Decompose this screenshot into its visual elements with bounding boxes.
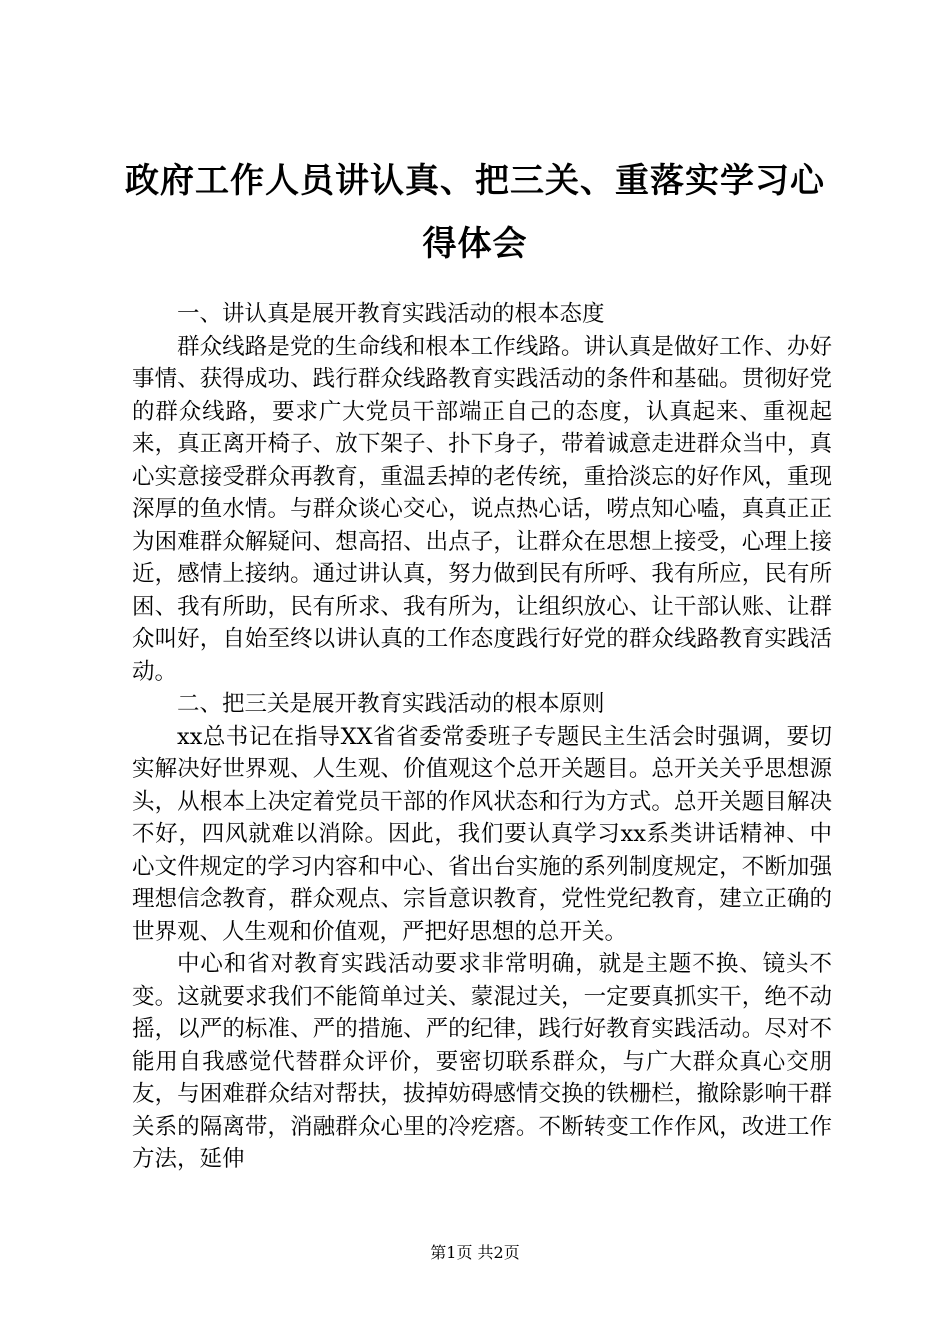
document-body	[132, 298, 832, 1176]
section-heading-2: 二、把三关是展开教育实践活动的根本原则	[177, 691, 605, 717]
section-heading-1: 一、讲认真是展开教育实践活动的根本态度	[177, 301, 605, 327]
page-footer: 第1页 共2页	[430, 1243, 520, 1262]
paragraph-2: xx总书记在指导XX省省委常委班子专题民主生活会时强调，要切实解决好世界观、人生观、价值观这个总开关题目。总开关关乎思想源头，从根本上决定着党员干部的作风状态和行为方式。总开关题目解决不好，四风就难以消除。因此，我们要认真学习xx系类讲话精神、中心文件规定的学习内容和中心、省出台实施的系列制度规定，不断加强理想信念教育，群众观点、宗旨意识教育，党性党纪教育，建立正确的世界观、人生观和价值观，严把好思想的总开关。	[132, 723, 832, 945]
paragraph-1: 群众线路是党的生命线和根本工作线路。讲认真是做好工作、办好事情、获得成功、践行群众线路教育实践活动的条件和基础。贯彻好党的群众线路，要求广大党员干部端正自己的态度，认真起来、重视起来，真正离开椅子、放下架子、扑下身子，带着诚意走进群众当中，真心实意接受群众再教育，重温丢掉的老传统，重拾淡忘的好作风，重现深厚的鱼水情。与群众谈心交心，说点热心话，唠点知心嗑，真真正正为困难群众解疑问、想高招、出点子，让群众在思想上接受，心理上接近，感情上接纳。通过讲认真，努力做到民有所呼、我有所应，民有所困、我有所助，民有所求、我有所为，让组织放心、让干部认账、让群众叫好，自始至终以讲认真的工作态度践行好党的群众线路教育实践活动。	[132, 333, 832, 685]
document-title: 政府工作人员讲认真、把三关、重落实学习心得体会	[125, 161, 825, 264]
paragraph-3: 中心和省对教育实践活动要求非常明确，就是主题不换、镜头不变。这就要求我们不能简单过关、蒙混过关，一定要真抓实干，绝不动摇，以严的标准、严的措施、严的纪律，践行好教育实践活动。尽对不能用自我感觉代替群众评价，要密切联系群众，与广大群众真心交朋友，与困难群众结对帮扶，拔掉妨碍感情交换的铁栅栏，撤除影响干群关系的隔离带，消融群众心里的冷疙瘩。不断转变工作作风，改进工作方法，延伸	[132, 951, 832, 1172]
